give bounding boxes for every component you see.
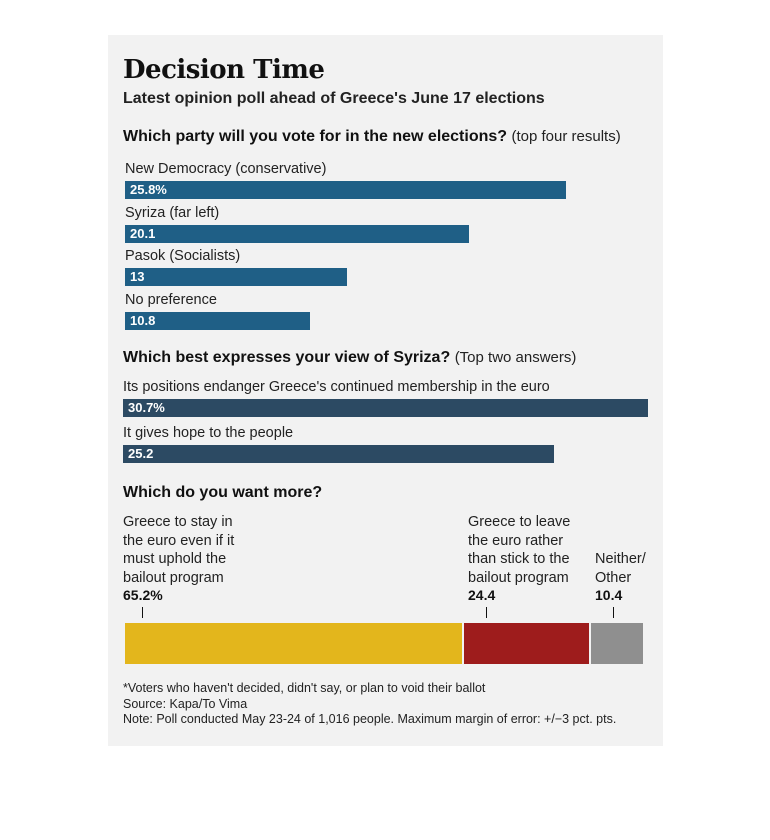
q3-stay-label: Greece to stay in the euro even if it must uphold the bailout program xyxy=(123,514,235,586)
q3-leave-value: 24.4 xyxy=(468,587,496,603)
q1-value-label-2: 13 xyxy=(130,269,145,284)
q2-question: Which best expresses your view of Syriza? xyxy=(123,349,451,366)
q3-neither-tick xyxy=(613,607,614,618)
q2-note: (Top two answers) xyxy=(454,349,577,366)
q3-leave-label: Greece to leave the euro rather than stick to the bailout program xyxy=(468,514,571,586)
q1-label-0: New Democracy (conservative) xyxy=(125,161,327,177)
q2-heading xyxy=(123,349,576,367)
q3-neither-label: Neither/ Other xyxy=(595,551,646,586)
q1-bar-0 xyxy=(125,181,566,199)
q2-bar-0 xyxy=(123,399,648,417)
q3-neither-value: 10.4 xyxy=(595,587,623,603)
q1-bar-1 xyxy=(125,225,469,243)
q3-leave-tick xyxy=(486,607,487,618)
q2-label-1: It gives hope to the people xyxy=(123,425,294,441)
footnote-source: Source: Kapa/To Vima xyxy=(123,697,248,711)
q1-heading xyxy=(123,128,621,146)
q1-label-1: Syriza (far left) xyxy=(125,204,220,221)
chart-subtitle: Latest opinion poll ahead of Greece's June 17 elections xyxy=(123,90,545,107)
infographic-panel xyxy=(108,35,663,746)
q3-heading xyxy=(123,484,322,502)
q1-label-3: No preference xyxy=(125,291,217,308)
q1-value-label-0: 25.8% xyxy=(130,182,167,197)
q1-label-2: Pasok (Socialists) xyxy=(125,248,241,264)
q1-value-label-3: 10.8 xyxy=(130,312,156,328)
q1-note: (top four results) xyxy=(511,128,621,145)
q3-question: Which do you want more? xyxy=(123,484,323,501)
q3-stay-value: 65.2% xyxy=(123,587,163,603)
q1-bar-2 xyxy=(125,268,347,286)
q2-value-label-1: 25.2 xyxy=(128,446,154,461)
q3-stay-tick xyxy=(142,607,143,618)
footnote-asterisk: *Voters who haven't decided, didn't say, or plan to void their ballot xyxy=(123,681,486,695)
footnote-note: Note: Poll conducted May 23-24 of 1,016 people. Maximum margin of error: +/−3 pct. pts. xyxy=(123,712,617,726)
q2-label-0: Its positions endanger Greece's continued membership in the euro xyxy=(123,379,550,395)
q1-bar-3 xyxy=(125,312,310,330)
q1-value-label-1: 20.1 xyxy=(130,225,156,241)
q3-segment-leave xyxy=(464,623,589,664)
q2-value-label-0: 30.7% xyxy=(128,400,165,415)
q3-segment-neither xyxy=(591,623,643,664)
chart-title: Decision Time xyxy=(123,55,325,85)
q2-bar-1 xyxy=(123,445,554,463)
q1-question: Which party will you vote for in the new elections? xyxy=(123,128,508,145)
q3-segment-stay xyxy=(125,623,462,664)
